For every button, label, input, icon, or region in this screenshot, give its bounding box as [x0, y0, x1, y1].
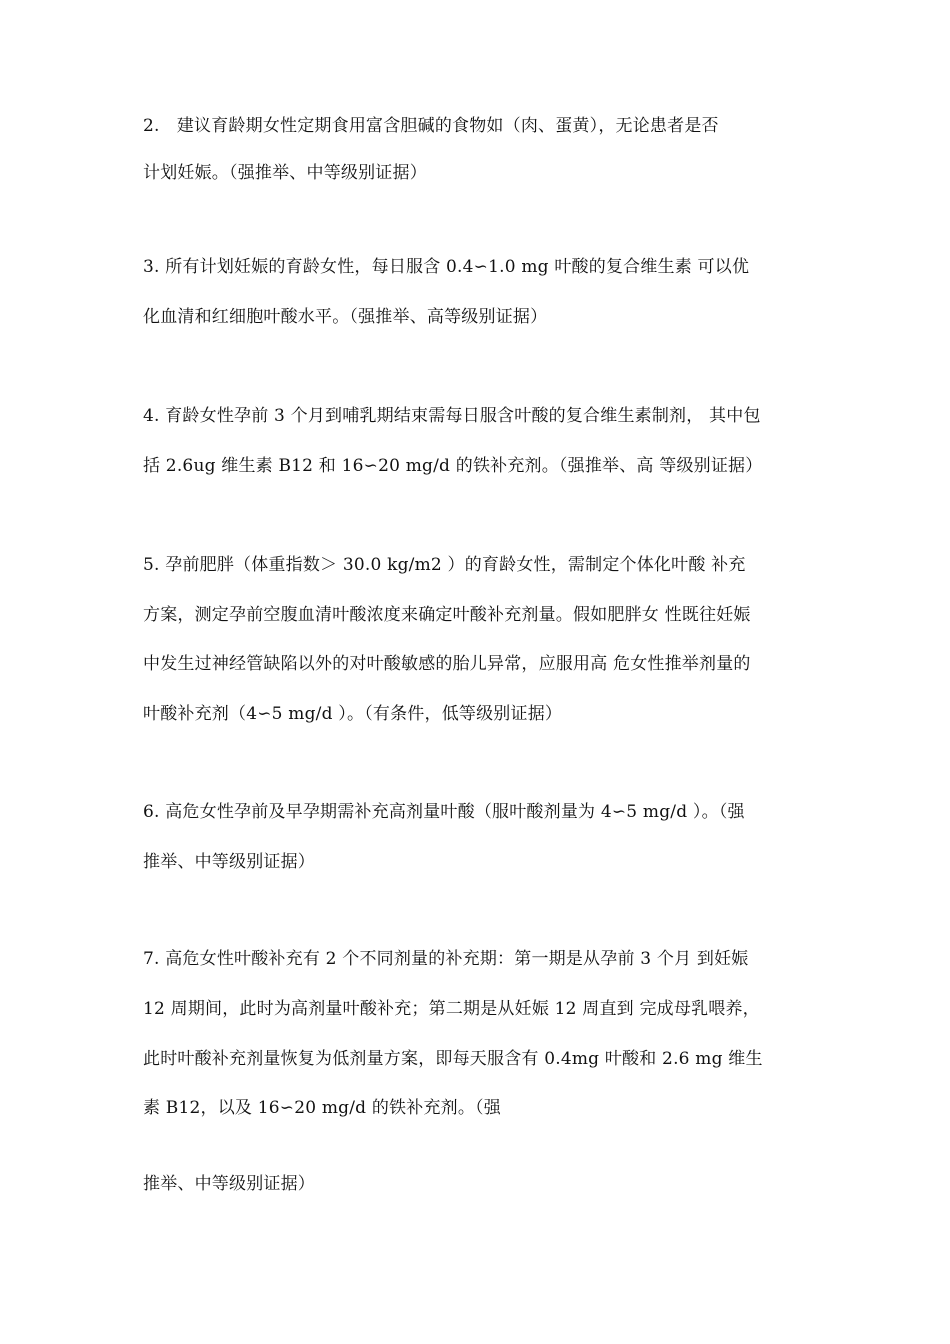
item-5-line-4: 叶酸补充剂（4∽5 mg/d ）。（有条件，低等级别证据） [143, 704, 563, 724]
item-5-line-2: 方案，测定孕前空腹血清叶酸浓度来确定叶酸补充剂量。假如肥胖女 性既往妊娠 [143, 605, 751, 625]
item-3-line-2: 化血清和红细胞叶酸水平。（强推举、高等级别证据） [143, 307, 548, 327]
item-2-line-2: 计划妊娠。（强推举、中等级别证据） [143, 163, 427, 183]
item-7-line-1: 7. 高危女性叶酸补充有 2 个不同剂量的补充期：第一期是从孕前 3 个月 到妊娠 [143, 949, 749, 969]
item-3-line-1: 3. 所有计划妊娠的育龄女性，每日服含 0.4∽1.0 mg 叶酸的复合维生素 可以优 [143, 257, 750, 277]
item-7-line-2: 12 周期间，此时为高剂量叶酸补充；第二期是从妊娠 12 周直到 完成母乳喂养， [143, 999, 760, 1019]
item-7-line-4: 素 B12，以及 16∽20 mg/d 的铁补充剂。（强 [143, 1098, 501, 1118]
item-5-line-3: 中发生过神经管缺陷以外的对叶酸敏感的胎儿异常，应服用高 危女性推举剂量的 [143, 654, 751, 674]
item-2-line-1: 2. 建议育龄期女性定期食用富含胆碱的食物如（肉、蛋黄），无论患者是否 [143, 116, 719, 136]
item-5-line-1: 5. 孕前肥胖（体重指数＞ 30.0 kg/m2 ）的育龄女性，需制定个体化叶酸 补充 [143, 555, 746, 575]
item-4-line-2: 括 2.6ug 维生素 B12 和 16∽20 mg/d 的铁补充剂。（强推举、高 等级别证据） [143, 456, 763, 476]
item-7-line-5: 推举、中等级别证据） [143, 1174, 315, 1194]
item-6-line-2: 推举、中等级别证据） [143, 852, 315, 872]
item-4-line-1: 4. 育龄女性孕前 3 个月到哺乳期结束需每日服含叶酸的复合维生素制剂， 其中包 [143, 406, 761, 426]
item-6-line-1: 6. 高危女性孕前及早孕期需补充高剂量叶酸（服叶酸剂量为 4∽5 mg/d ）。（强 [143, 802, 745, 822]
item-7-line-3: 此时叶酸补充剂量恢复为低剂量方案，即每天服含有 0.4mg 叶酸和 2.6 mg 维生 [143, 1049, 763, 1069]
